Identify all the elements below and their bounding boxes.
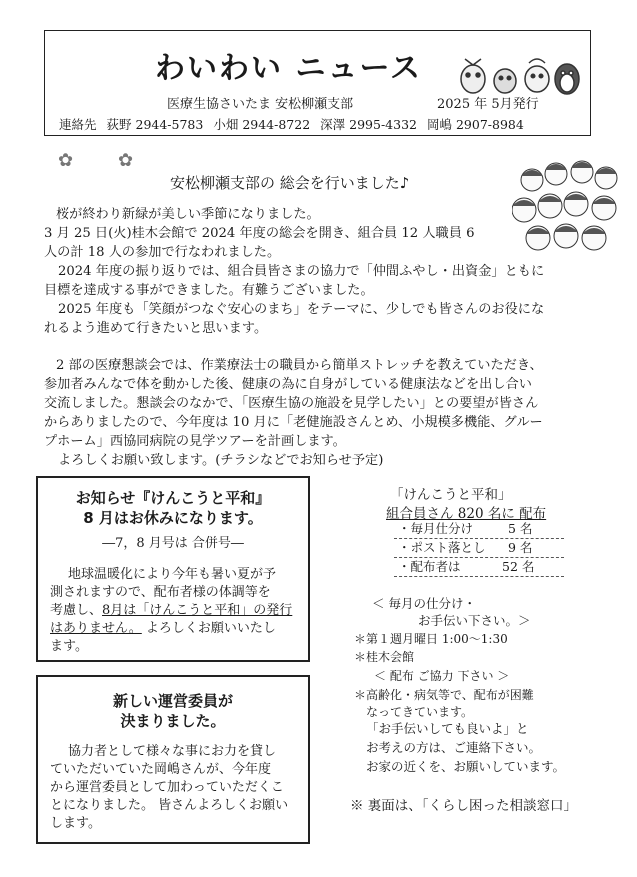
flower-icon: ✿ (118, 150, 134, 171)
notice-line: とになりました。 皆さんよろしくお願い (50, 798, 289, 813)
notice-subtitle: ―7，8 月号は 合併号― (102, 536, 244, 551)
back-page-note: ※ 裏面は、「くらし困った相談窓口」 (350, 798, 578, 814)
distribution-request-line: 「お手伝いしても良いよ」と (366, 721, 529, 736)
contact-list (59, 115, 534, 133)
notice-line (50, 602, 292, 621)
notice-title: お知らせ『けんこうと平和』 (75, 489, 271, 507)
paragraph-line: 参加者みんなで体を動かした後、健康の為に自身がしている健康法などを出し合い (44, 377, 532, 392)
distribution-count: 組合員さん 820 名に 配布 (386, 506, 547, 522)
paragraph-line: よろしくお願い致します。(チラシなどでお知らせ予定) (58, 453, 384, 468)
notice-line: します。 (50, 816, 101, 831)
issue-date: 2025 年 5月発行 (437, 97, 539, 112)
paragraph-line: 人の計 18 人の参加で行なわれました。 (44, 245, 281, 260)
paragraph-line: 2 部の医療懇談会では、作業療法士の職員から簡単ストレッチを教えていただき、 (56, 358, 543, 373)
distribution-heading: 「けんこうと平和」 (390, 487, 512, 503)
divider (394, 576, 564, 577)
contact-label: 連絡先 (59, 117, 97, 132)
paragraph-line: プホーム」西協同病院の見学ツアーを計画します。 (44, 434, 346, 449)
distribution-request-heading: ＜ 配布 ご協力 下さい ＞ (374, 669, 510, 683)
contact-item: 小畑 2944-8722 (213, 117, 311, 132)
contact-item: 岡嶋 2907-8984 (427, 117, 524, 132)
notice-text-underlined: 8月は「けんこうと平和」の発行 (102, 603, 293, 618)
paragraph-line: 桜が終わり新緑が美しい季節になりました。 (56, 207, 320, 222)
header-box (44, 30, 591, 136)
notice-title: 新しい運営委員が (112, 692, 233, 710)
paragraph-line: 3 月 25 日(火)桂木会館で 2024 年度の総会を開き、組合員 12 人職員 6 (44, 226, 475, 241)
contact-item: 深澤 2995-4332 (320, 117, 417, 132)
paragraph-line: 交流しました。懇談会のなかで、「医療生協の施設を見学したい」との要望が皆さん (44, 396, 539, 411)
mascot-characters-icon (453, 51, 585, 97)
notice-line: ていただいていた岡嶋さんが、今年度 (50, 762, 272, 777)
notice-line (50, 620, 276, 639)
notice-box-newsletter-break (36, 476, 310, 662)
help-request: ＜ 毎月の仕分け・ (372, 596, 476, 611)
distribution-item-value: 52 名 (502, 559, 535, 574)
notice-title: 決まりました。 (120, 712, 226, 730)
paragraph-line: からありましたので、今年度は 10 月に「老健施設さんとめ、小規模多機能、グルー (44, 415, 543, 430)
crowd-illustration-icon (512, 158, 626, 254)
newsletter-title: わいわい ニュース (155, 51, 422, 86)
distribution-request-line: お家の近くを、お願いしています。 (366, 759, 566, 774)
notice-box-new-committee (36, 675, 310, 844)
distribution-request-line: ＊高齢化・病気等で、配布が困難 (354, 688, 534, 702)
distribution-item-label: ・配布者は (398, 559, 461, 574)
distribution-item-value: 9 名 (508, 540, 533, 555)
flower-icon: ✿ (58, 150, 74, 171)
notice-title: 8 月はお休みになります。 (83, 509, 263, 527)
distribution-item-label: ・毎月仕分け (398, 521, 474, 536)
notice-line: 測されますので、配布者様の体調等を (50, 585, 271, 600)
notice-text: よろしくお願いいたし (141, 621, 276, 636)
notice-line: 地球温暖化により今年も暑い夏が予 (68, 567, 277, 582)
schedule-line: ＊桂木会館 (354, 650, 415, 664)
paragraph-line: 目標を達成する事ができました。有難うございました。 (44, 283, 374, 298)
section-title: 安松柳瀬支部の 総会を行いました♪ (170, 174, 410, 192)
help-request: お手伝い下さい。＞ (418, 613, 531, 628)
paragraph-line: 2025 年度も「笑顔がつなぐ安心のまち」をテーマに、少しでも皆さんのお役にな (58, 302, 545, 317)
notice-line: ます。 (50, 639, 88, 654)
distribution-request-line: なってきています。 (366, 705, 474, 719)
paragraph-line: 2024 年度の振り返りでは、組合員皆さまの協力で「仲間ふやし・出資金」ともに (58, 264, 545, 279)
notice-line: から運営委員として加わっていただくこ (50, 780, 284, 795)
contact-item: 荻野 2944-5783 (106, 117, 204, 132)
notice-line: 協力者として様々な事にお力を貸し (68, 744, 277, 759)
distribution-item-label: ・ポスト落とし (398, 540, 486, 555)
notice-text: 考慮し、 (50, 603, 103, 618)
organization-name: 医療生協さいたま 安松柳瀬支部 (167, 97, 354, 112)
distribution-request-line: お考えの方は、ご連絡下さい。 (366, 740, 542, 755)
paragraph-line: れるよう進めて行きたいと思います。 (44, 321, 268, 336)
schedule-line: ＊第１週月曜日 1:00～1:30 (354, 632, 508, 646)
distribution-item-value: 5 名 (508, 521, 533, 536)
notice-text-underlined: はありません。 (50, 621, 142, 636)
